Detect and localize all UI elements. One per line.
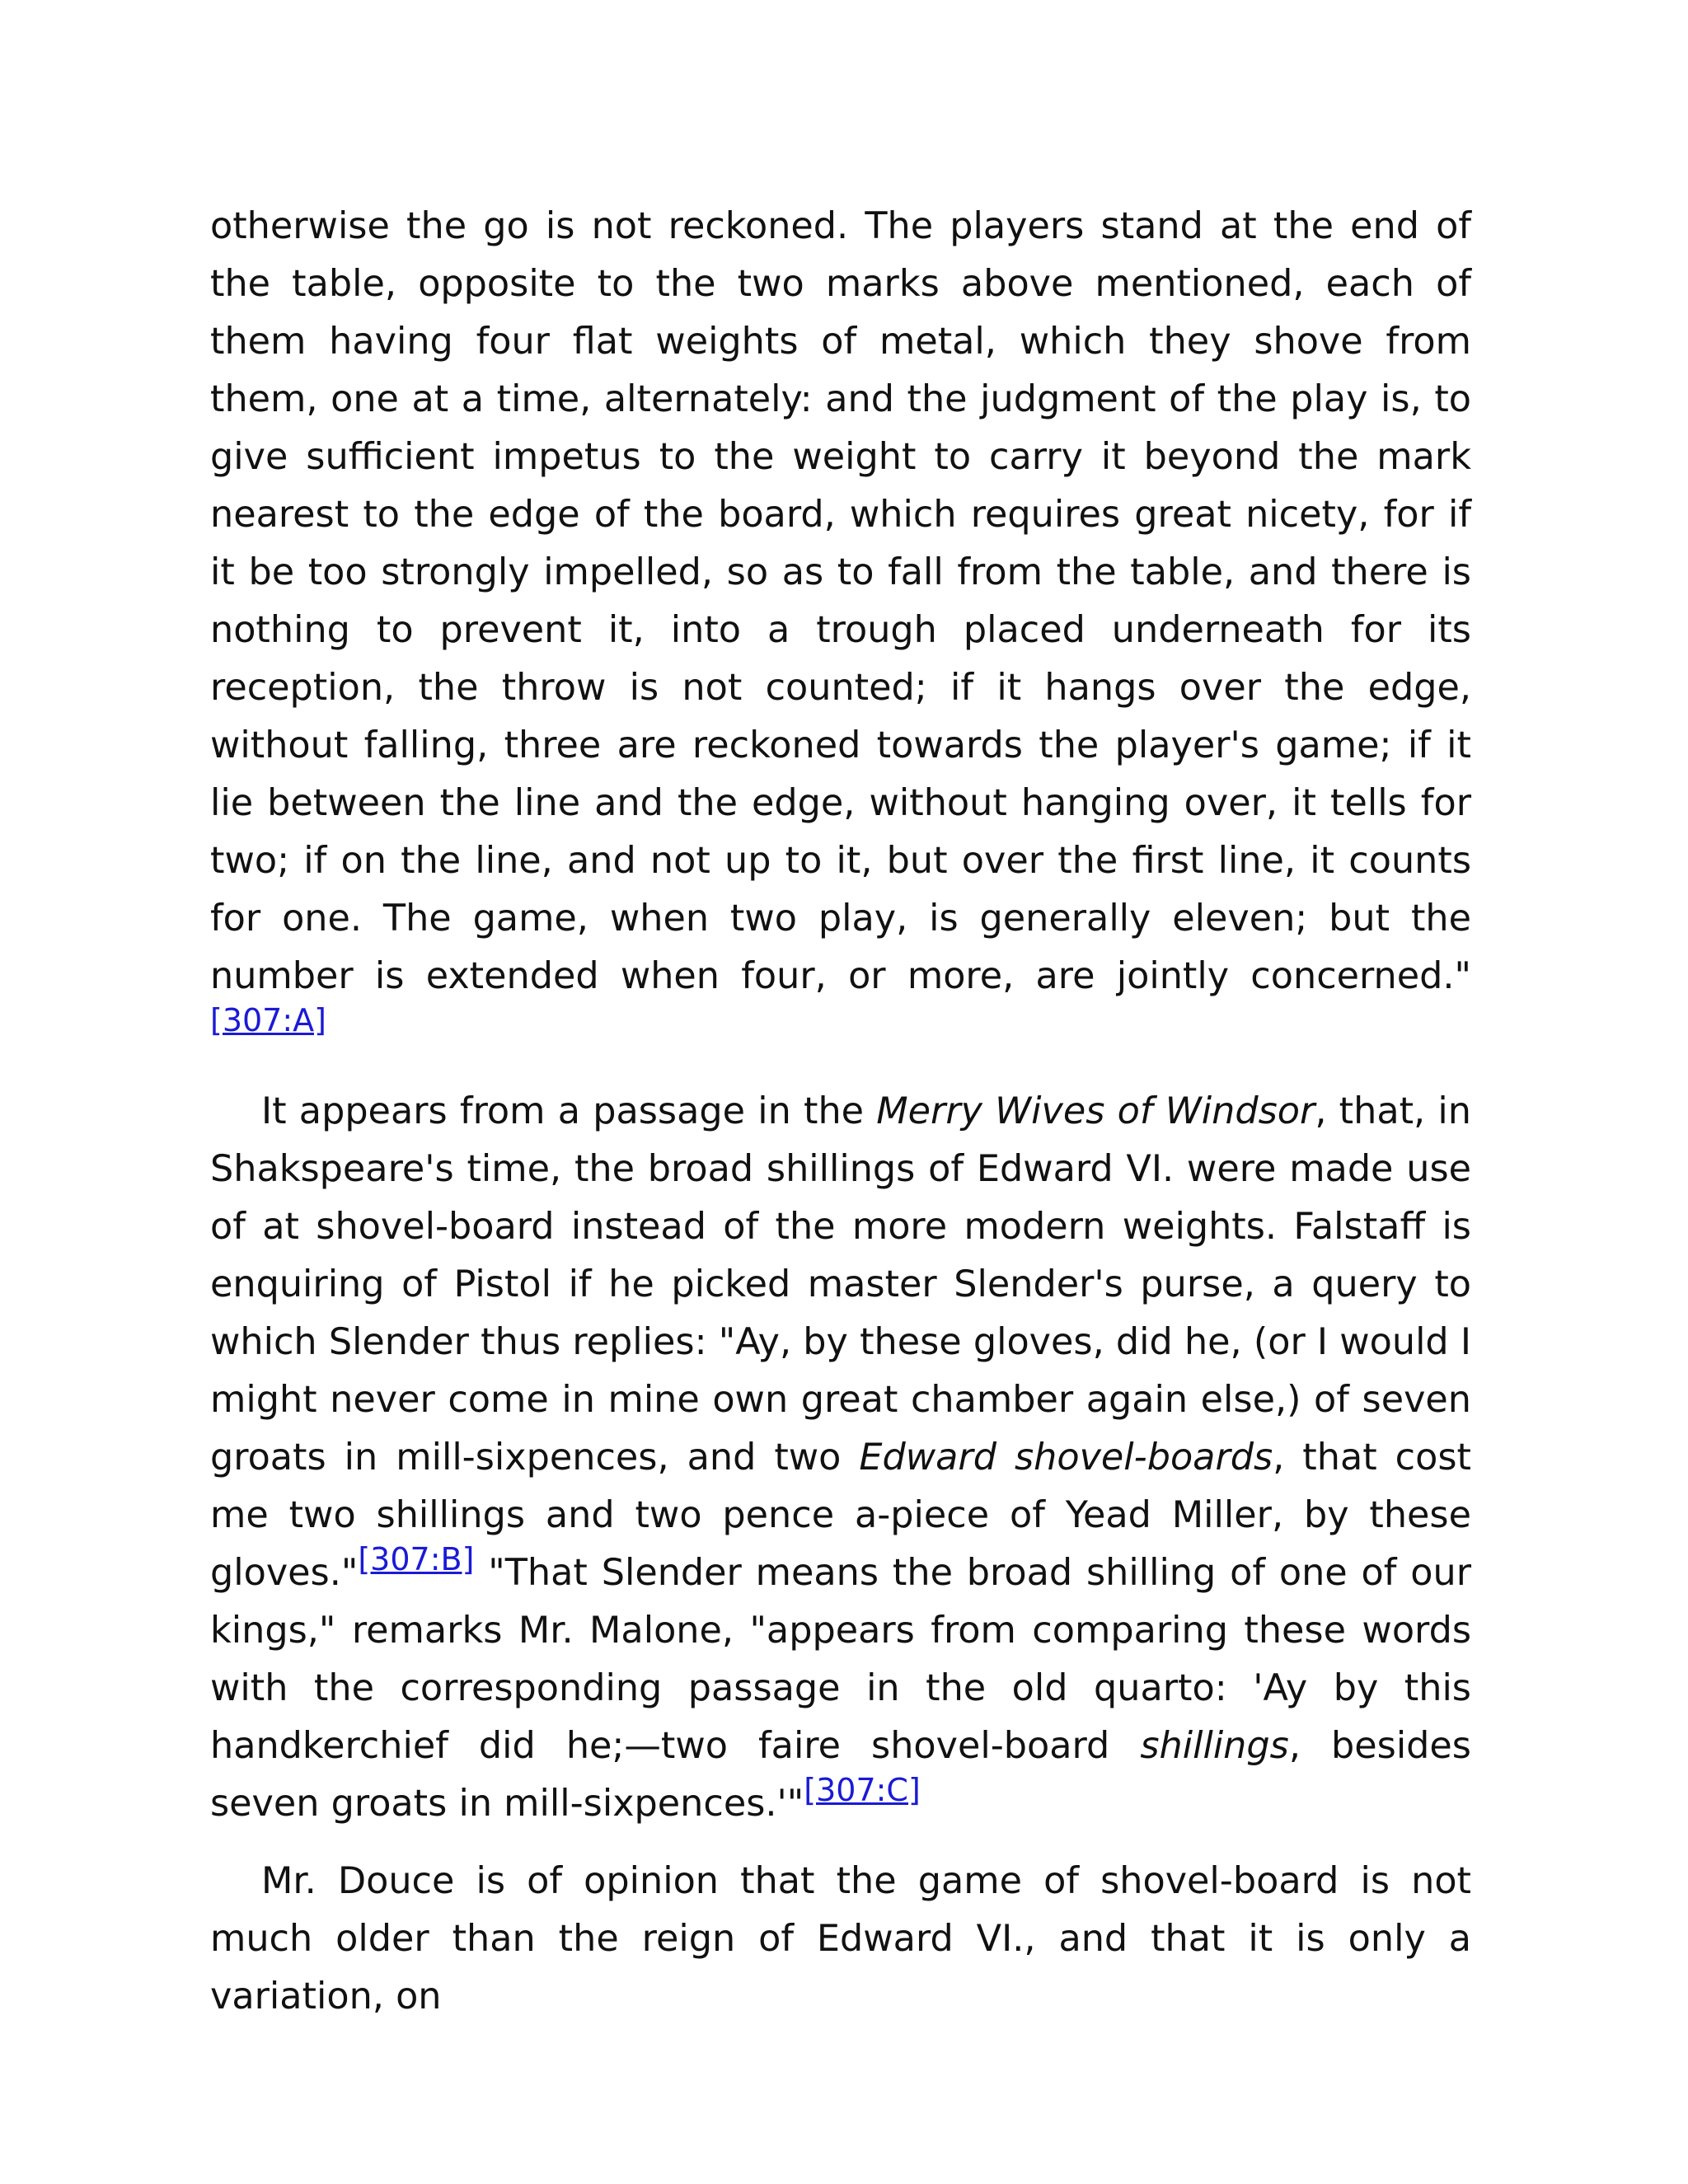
term-edward-shovel-boards: Edward shovel-boards	[859, 1436, 1273, 1479]
paragraph-1	[210, 198, 1471, 1063]
paragraph-1-text-1: otherwise the go is not reckoned. The players stand at the end of the table, opposite to the two marks above mentioned, each of them having four flat weights of metal, which they shove from them, one at a time, alternately: and the judgment of the play is, to give sufficient impetus to the weight to carry it beyond the mark nearest to the edge of the board, which requires great nicety, for if it be too strongly impelled, so as to fall from the table, and there is nothing to prevent it, into a trough placed underneath for its reception, the throw is not counted; if it hangs over the edge, without falling, three are reckoned towards the player's game; if it lie between the line and the edge, without hanging over, it tells for two; if on the line, and not up to it, but over the first line, it counts for one. The game, when two play, is generally eleven; but the number is extended when four, or more, are jointly concerned."	[210, 205, 1471, 997]
title-merry-wives: Merry Wives of Windsor	[876, 1090, 1315, 1132]
paragraph-3-text-1: Mr. Douce is of opinion that the game of shovel-board is not much older than the reign of Edward VI., and that it is only a variation, on	[210, 1860, 1471, 2018]
footnote-link-307c[interactable]: [307:C]	[804, 1772, 921, 1808]
paragraph-2-text-4: "That Slender means the broad shilling of one of our kings," remarks Mr. Malone, "appears from comparing these words with the corresponding passage in the old quarto: 'Ay by this handkerchief did he;—two faire shovel-board	[210, 1552, 1471, 1767]
footnote-link-307a[interactable]: [307:A]	[210, 1002, 326, 1038]
paragraph-2	[210, 1083, 1471, 1833]
paragraph-2-text-1: It appears from a passage in the	[261, 1090, 877, 1132]
page-body	[210, 198, 1471, 2026]
paragraph-2-text-5: , besides seven groats in mill-sixpences.'"	[210, 1725, 1471, 1825]
term-shillings: shillings	[1140, 1725, 1289, 1767]
paragraph-2-text-3: , that cost me two shillings and two pence a-piece of Yead Miller, by these gloves."	[210, 1436, 1471, 1594]
paragraph-2-text-2: , that, in Shakspeare's time, the broad shillings of Edward VI. were made use of at shovel-board instead of the more modern weights. Falstaff is enquiring of Pistol if he picked master Slender's purse, a query to which Slender thus replies: "Ay, by these gloves, did he, (or I would I might never come in mine own great chamber again else,) of seven groats in mill-sixpences, and two	[210, 1090, 1471, 1479]
footnote-link-307b[interactable]: [307:B]	[358, 1541, 475, 1577]
paragraph-3	[210, 1853, 1471, 2026]
